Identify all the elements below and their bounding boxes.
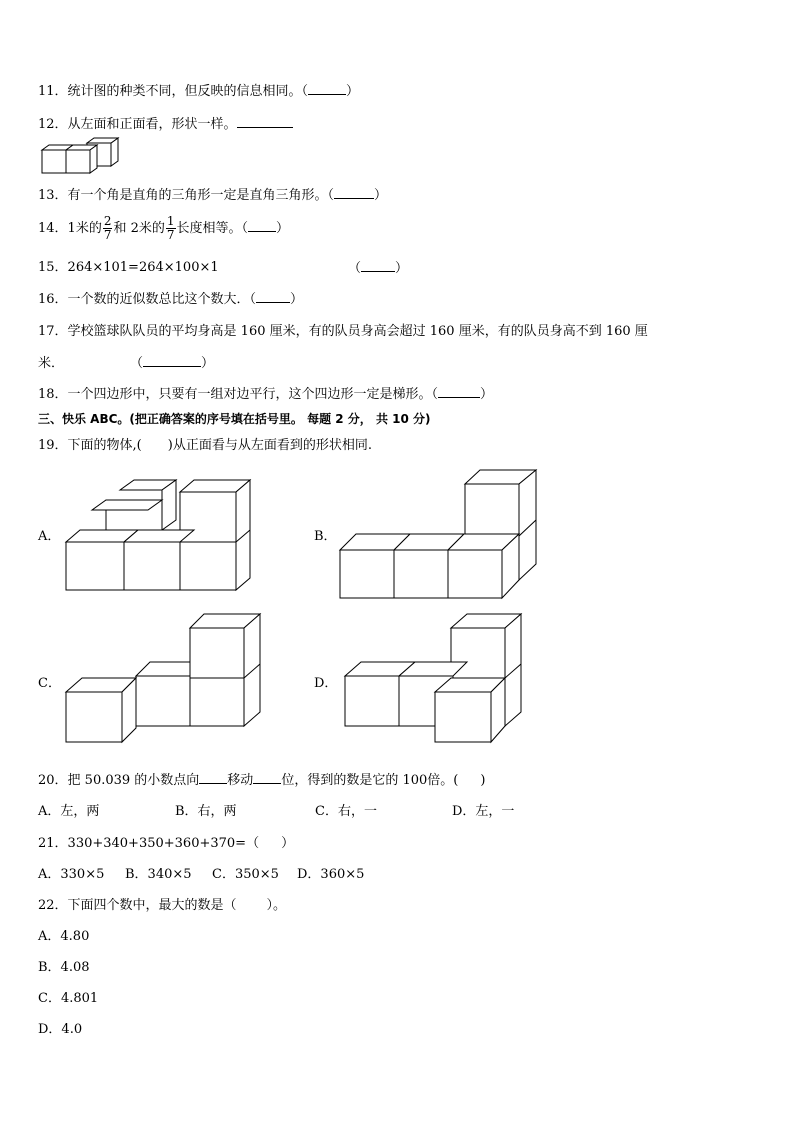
answer-blank[interactable] xyxy=(253,771,281,784)
question-15 xyxy=(38,259,219,277)
answer-blank[interactable] xyxy=(256,290,290,303)
question-16: 16．一个数的近似数总比这个数大．（ ） xyxy=(38,292,304,307)
fraction-2-7: $\frac{2}{7}$ xyxy=(103,214,112,242)
answer-blank[interactable] xyxy=(438,385,480,398)
option-d-cube-figure xyxy=(343,612,543,744)
answer-blank[interactable] xyxy=(237,115,293,128)
question-17-line2: 米． （ ） xyxy=(38,356,215,371)
question-15-text: 15．264×101=264×100×1 xyxy=(38,260,219,275)
question-19: 19．下面的物体,( )从正面看与从左面看到的形状相同. xyxy=(38,438,372,453)
question-12-text: 12．从左面和正面看，形状一样。 xyxy=(38,117,237,132)
question-20-option-b[interactable]: B．右，两 xyxy=(175,804,237,819)
question-18-text: 18．一个四边形中，只要有一组对边平行，这个四边形一定是梯形。（ xyxy=(38,387,439,402)
option-c-cube-figure xyxy=(64,612,264,744)
question-22-option-a[interactable]: A．4.80 xyxy=(38,929,90,944)
question-20-option-c[interactable]: C．右，一 xyxy=(315,804,377,819)
cube-row-figure xyxy=(40,138,130,178)
question-21-option-a[interactable]: A．330×5 xyxy=(38,867,105,882)
answer-blank[interactable] xyxy=(199,771,227,784)
question-21-option-c[interactable]: C．350×5 xyxy=(212,867,279,882)
question-11: 11．统计图的种类不同，但反映的信息相同。（ ） xyxy=(38,84,360,99)
answer-blank[interactable] xyxy=(334,186,374,199)
question-16-text: 16．一个数的近似数总比这个数大．（ xyxy=(38,292,257,307)
question-21-option-d[interactable]: D．360×5 xyxy=(297,867,365,882)
question-13: 13．有一个角是直角的三角形一定是直角三角形。（ ） xyxy=(38,188,388,203)
option-a-cube-figure xyxy=(64,476,254,596)
question-22-option-c[interactable]: C．4.801 xyxy=(38,991,99,1006)
section-heading: 三、快乐 ABC。(把正确答案的序号填在括号里。 每题 2 分， 共 10 分) xyxy=(38,412,431,426)
question-14: 14．1米的 $\frac{2}{7}$ 和 2米的 $\frac{1}{7}$ 长度相等。（ ） xyxy=(38,214,290,242)
answer-blank[interactable] xyxy=(361,259,395,272)
answer-blank[interactable] xyxy=(143,354,201,367)
fraction-1-7: $\frac{1}{7}$ xyxy=(166,214,175,242)
option-d-label[interactable]: D． xyxy=(314,676,338,691)
question-22: 22．下面四个数中，最大的数是（ ）。 xyxy=(38,898,287,913)
question-22-option-b[interactable]: B．4.08 xyxy=(38,960,90,975)
question-15-answer: （ ） xyxy=(348,261,409,276)
question-12 xyxy=(38,115,293,134)
option-a-label[interactable]: A． xyxy=(38,529,61,544)
question-21: 21．330+340+350+360+370=（ ） xyxy=(38,836,295,851)
question-18: 18．一个四边形中，只要有一组对边平行，这个四边形一定是梯形。（ ） xyxy=(38,387,494,402)
question-20: 20．把 50.039 的小数点向 移动 位，得到的数是它的 100倍。( ) xyxy=(38,773,486,788)
option-b-label[interactable]: B． xyxy=(314,529,337,544)
question-21-option-b[interactable]: B．340×5 xyxy=(125,867,192,882)
option-c-label[interactable]: C． xyxy=(38,676,61,691)
answer-blank[interactable] xyxy=(308,82,346,95)
question-11-text: 11．统计图的种类不同，但反映的信息相同。（ xyxy=(38,84,309,99)
question-20-option-a[interactable]: A．左，两 xyxy=(38,804,100,819)
option-b-cube-figure xyxy=(340,468,540,600)
answer-blank[interactable] xyxy=(248,219,276,232)
question-17-line1: 17．学校篮球队队员的平均身高是 160 厘米，有的队员身高会超过 160 厘米，有的队员身高不到 160 厘 xyxy=(38,324,648,339)
question-13-text: 13．有一个角是直角的三角形一定是直角三角形。（ xyxy=(38,188,335,203)
question-20-option-d[interactable]: D．左，一 xyxy=(452,804,515,819)
question-22-option-d[interactable]: D．4.0 xyxy=(38,1022,83,1037)
